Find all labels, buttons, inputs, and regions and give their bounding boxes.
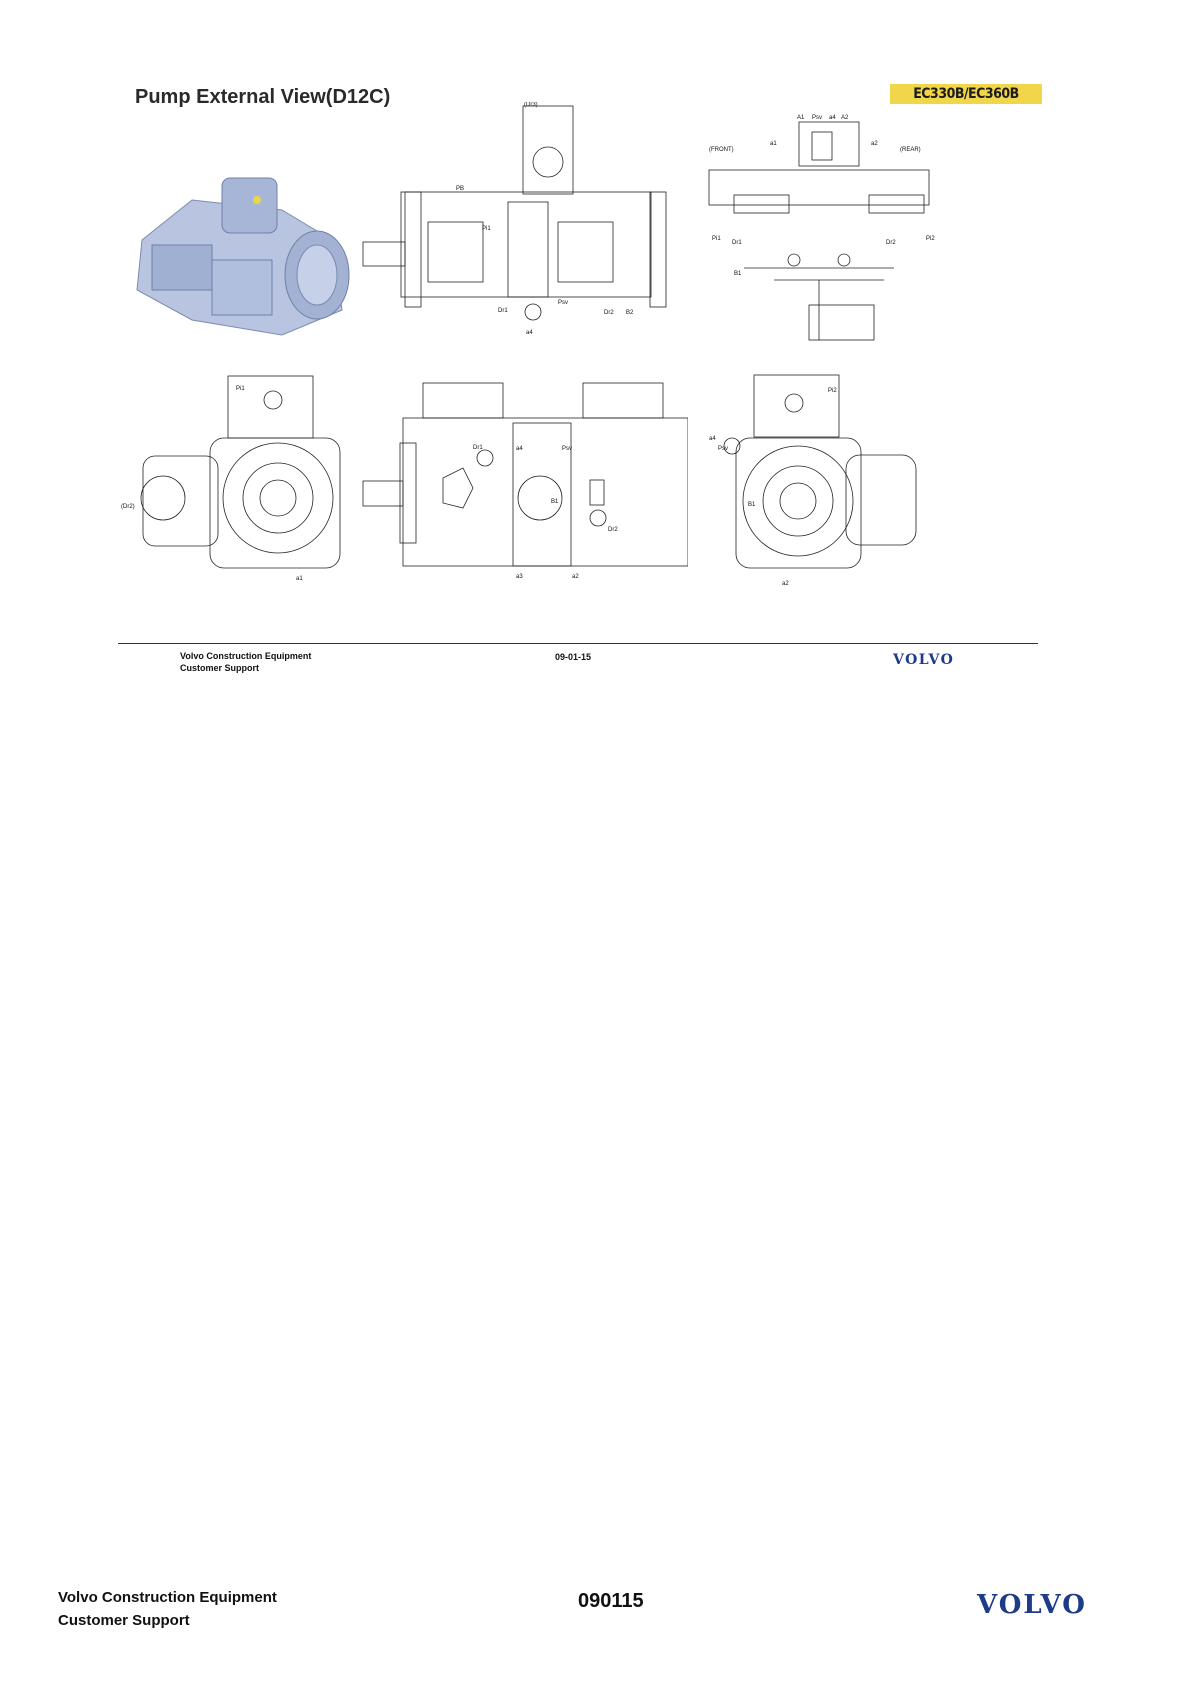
label-a1-left: a1 [296, 576, 303, 582]
slide-footer-company-line1: Volvo Construction Equipment [180, 651, 312, 661]
label-a3-front: a3 [516, 574, 523, 580]
label-dr2-left: (Dr2) [121, 504, 135, 510]
label-psv-right: Psv [718, 446, 729, 452]
label-dr2: Dr2 [604, 310, 614, 316]
slide-footer-company-line2: Customer Support [180, 663, 260, 673]
page-footer-company [58, 1586, 277, 1632]
hydraulic-schematic [704, 110, 954, 348]
label-psv-front: Psv [562, 446, 573, 452]
label-a4-front: a4 [516, 446, 523, 452]
label-dr2-front: Dr2 [608, 527, 618, 533]
label-pi1-left: Pi1 [236, 386, 245, 392]
label-pi1: Pi1 [482, 226, 491, 232]
label-pi2-right: Pi2 [828, 388, 837, 394]
label-a2-right: a2 [782, 581, 789, 587]
model-badge: EC330B/EC360B [890, 84, 1042, 104]
label-a2: A2 [841, 115, 849, 121]
pump-front-view [358, 363, 688, 593]
slide [118, 78, 1038, 680]
pump-right-end-view [706, 363, 938, 595]
label-b1-schematic: B1 [734, 271, 742, 277]
label-pi2-schematic: Pi2 [926, 236, 935, 242]
pump-left-end-view [118, 368, 358, 593]
slide-title: Pump External View(D12C) [135, 86, 391, 108]
label-front: (FRONT) [709, 147, 734, 153]
label-b1-right: B1 [748, 502, 756, 508]
page-footer-company-line1: Volvo Construction Equipment [58, 1589, 277, 1606]
pump-top-view-drawing [358, 102, 693, 337]
slide-footer-date: 09-01-15 [555, 652, 592, 662]
label-rear: (REAR) [900, 147, 921, 153]
label-a2-port: a2 [871, 141, 878, 147]
pump-3d-render [132, 170, 358, 342]
label-a2-front: a2 [572, 574, 579, 580]
page-volvo-logo: VOLVO [977, 1590, 1087, 1620]
label-a4: a4 [526, 330, 533, 336]
label-dr1: Dr1 [498, 308, 508, 314]
label-b1-front: B1 [551, 499, 559, 505]
label-psv: Psv [558, 300, 569, 306]
label-dr3: (Dr3) [524, 102, 538, 108]
label-a4-schematic: a4 [829, 115, 836, 121]
label-a1: A1 [797, 115, 805, 121]
slide-footer-company [180, 650, 311, 674]
page-footer-company-line2: Customer Support [58, 1612, 190, 1629]
label-a4-right: a4 [709, 436, 716, 442]
label-psv-schematic: Psv [812, 115, 823, 121]
label-dr2-schematic: Dr2 [886, 240, 896, 246]
label-dr1-front: Dr1 [473, 445, 483, 451]
label-dr1-schematic: Dr1 [732, 240, 742, 246]
slide-volvo-logo: VOLVO [893, 652, 955, 668]
label-a1-port: a1 [770, 141, 777, 147]
slide-footer-rule [118, 643, 1038, 644]
label-pi1-schematic: Pi1 [712, 236, 721, 242]
label-b2: B2 [626, 310, 634, 316]
label-pb: PB [456, 186, 465, 192]
page-number: 090115 [578, 1590, 644, 1612]
